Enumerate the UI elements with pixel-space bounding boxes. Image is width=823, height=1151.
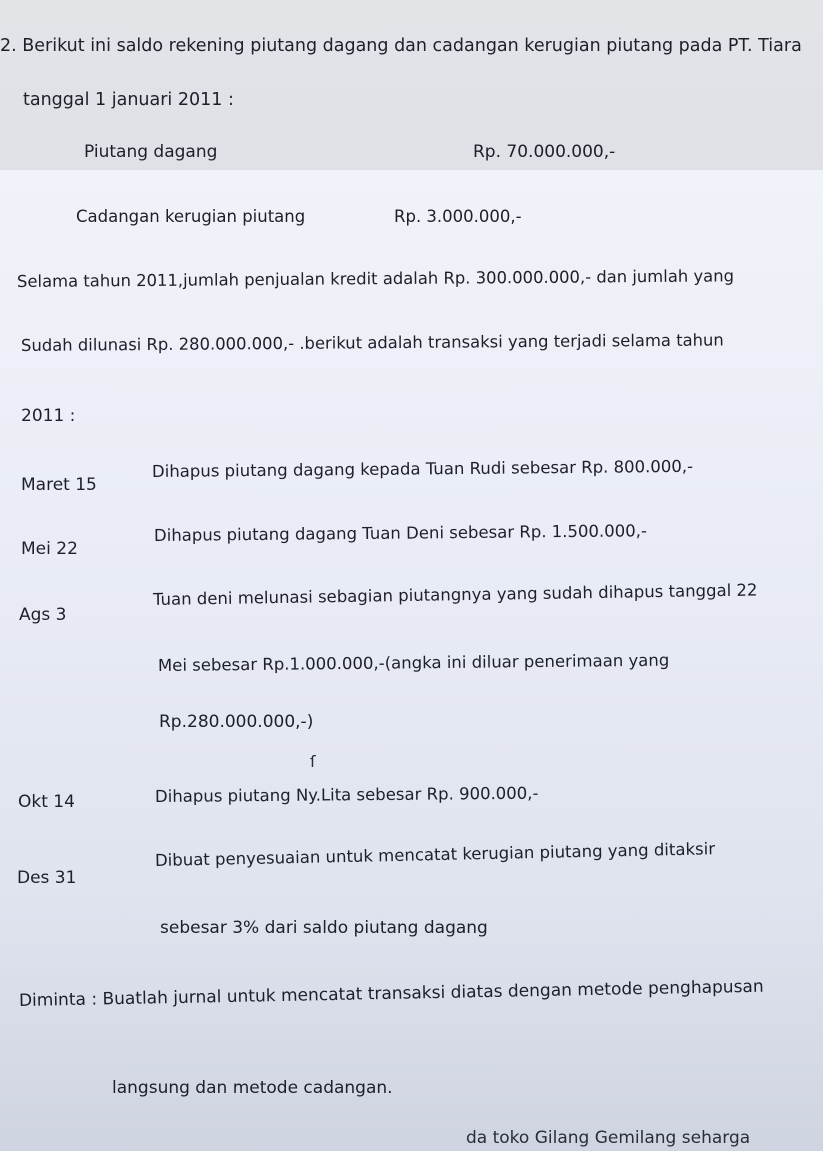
pen-mark: ſ bbox=[310, 752, 316, 771]
transaction-date: Des 31 bbox=[17, 868, 77, 888]
transaction-desc-continued: sebesar 3% dari saldo piutang dagang bbox=[160, 918, 488, 938]
transaction-desc: Dibuat penyesuaian untuk mencatat kerugian piutang yang ditaksir bbox=[154, 839, 716, 870]
bottom-text-fragment: da toko Gilang Gemilang seharga bbox=[466, 1128, 751, 1148]
summary-line-1: Selama tahun 2011,jumlah penjualan kredit adalah Rp. 300.000.000,- dan jumlah yang bbox=[16, 266, 735, 291]
summary-line-3: 2011 : bbox=[21, 406, 76, 426]
transaction-desc: Dihapus piutang dagang kepada Tuan Rudi sebesar Rp. 800.000,- bbox=[151, 456, 694, 481]
transaction-desc: Tuan deni melunasi sebagian piutangnya yang sudah dihapus tanggal 22 bbox=[152, 580, 758, 609]
summary-line-2: Sudah dilunasi Rp. 280.000.000,- .berikut adalah transaksi yang terjadi selama tahun bbox=[20, 330, 724, 355]
transaction-desc-continued: Mei sebesar Rp.1.000.000,-(angka ini diluar penerimaan yang bbox=[157, 650, 670, 675]
instruction-line-1: Diminta : Buatlah jurnal untuk mencatat transaksi diatas dengan metode penghapusan bbox=[18, 976, 764, 1011]
balance-amount-piutang: Rp. 70.000.000,- bbox=[473, 142, 616, 162]
intro-line-2: tanggal 1 januari 2011 : bbox=[23, 90, 234, 110]
intro-line-1: 2. Berikut ini saldo rekening piutang dagang dan cadangan kerugian piutang pada PT. Tiara bbox=[0, 36, 802, 56]
transaction-date: Okt 14 bbox=[18, 792, 75, 812]
transaction-desc-continued: Rp.280.000.000,-) bbox=[159, 712, 314, 732]
transaction-date: Maret 15 bbox=[21, 475, 97, 495]
transaction-desc: Dihapus piutang Ny.Lita sebesar Rp. 900.000,- bbox=[154, 783, 539, 806]
transaction-date: Mei 22 bbox=[21, 539, 78, 559]
transaction-date: Ags 3 bbox=[19, 605, 67, 625]
balance-label-piutang: Piutang dagang bbox=[84, 142, 218, 162]
instruction-line-2: langsung dan metode cadangan. bbox=[112, 1078, 393, 1098]
transaction-desc: Dihapus piutang dagang Tuan Deni sebesar Rp. 1.500.000,- bbox=[153, 521, 648, 545]
balance-amount-cadangan: Rp. 3.000.000,- bbox=[394, 207, 522, 226]
balance-label-cadangan: Cadangan kerugian piutang bbox=[76, 207, 306, 226]
